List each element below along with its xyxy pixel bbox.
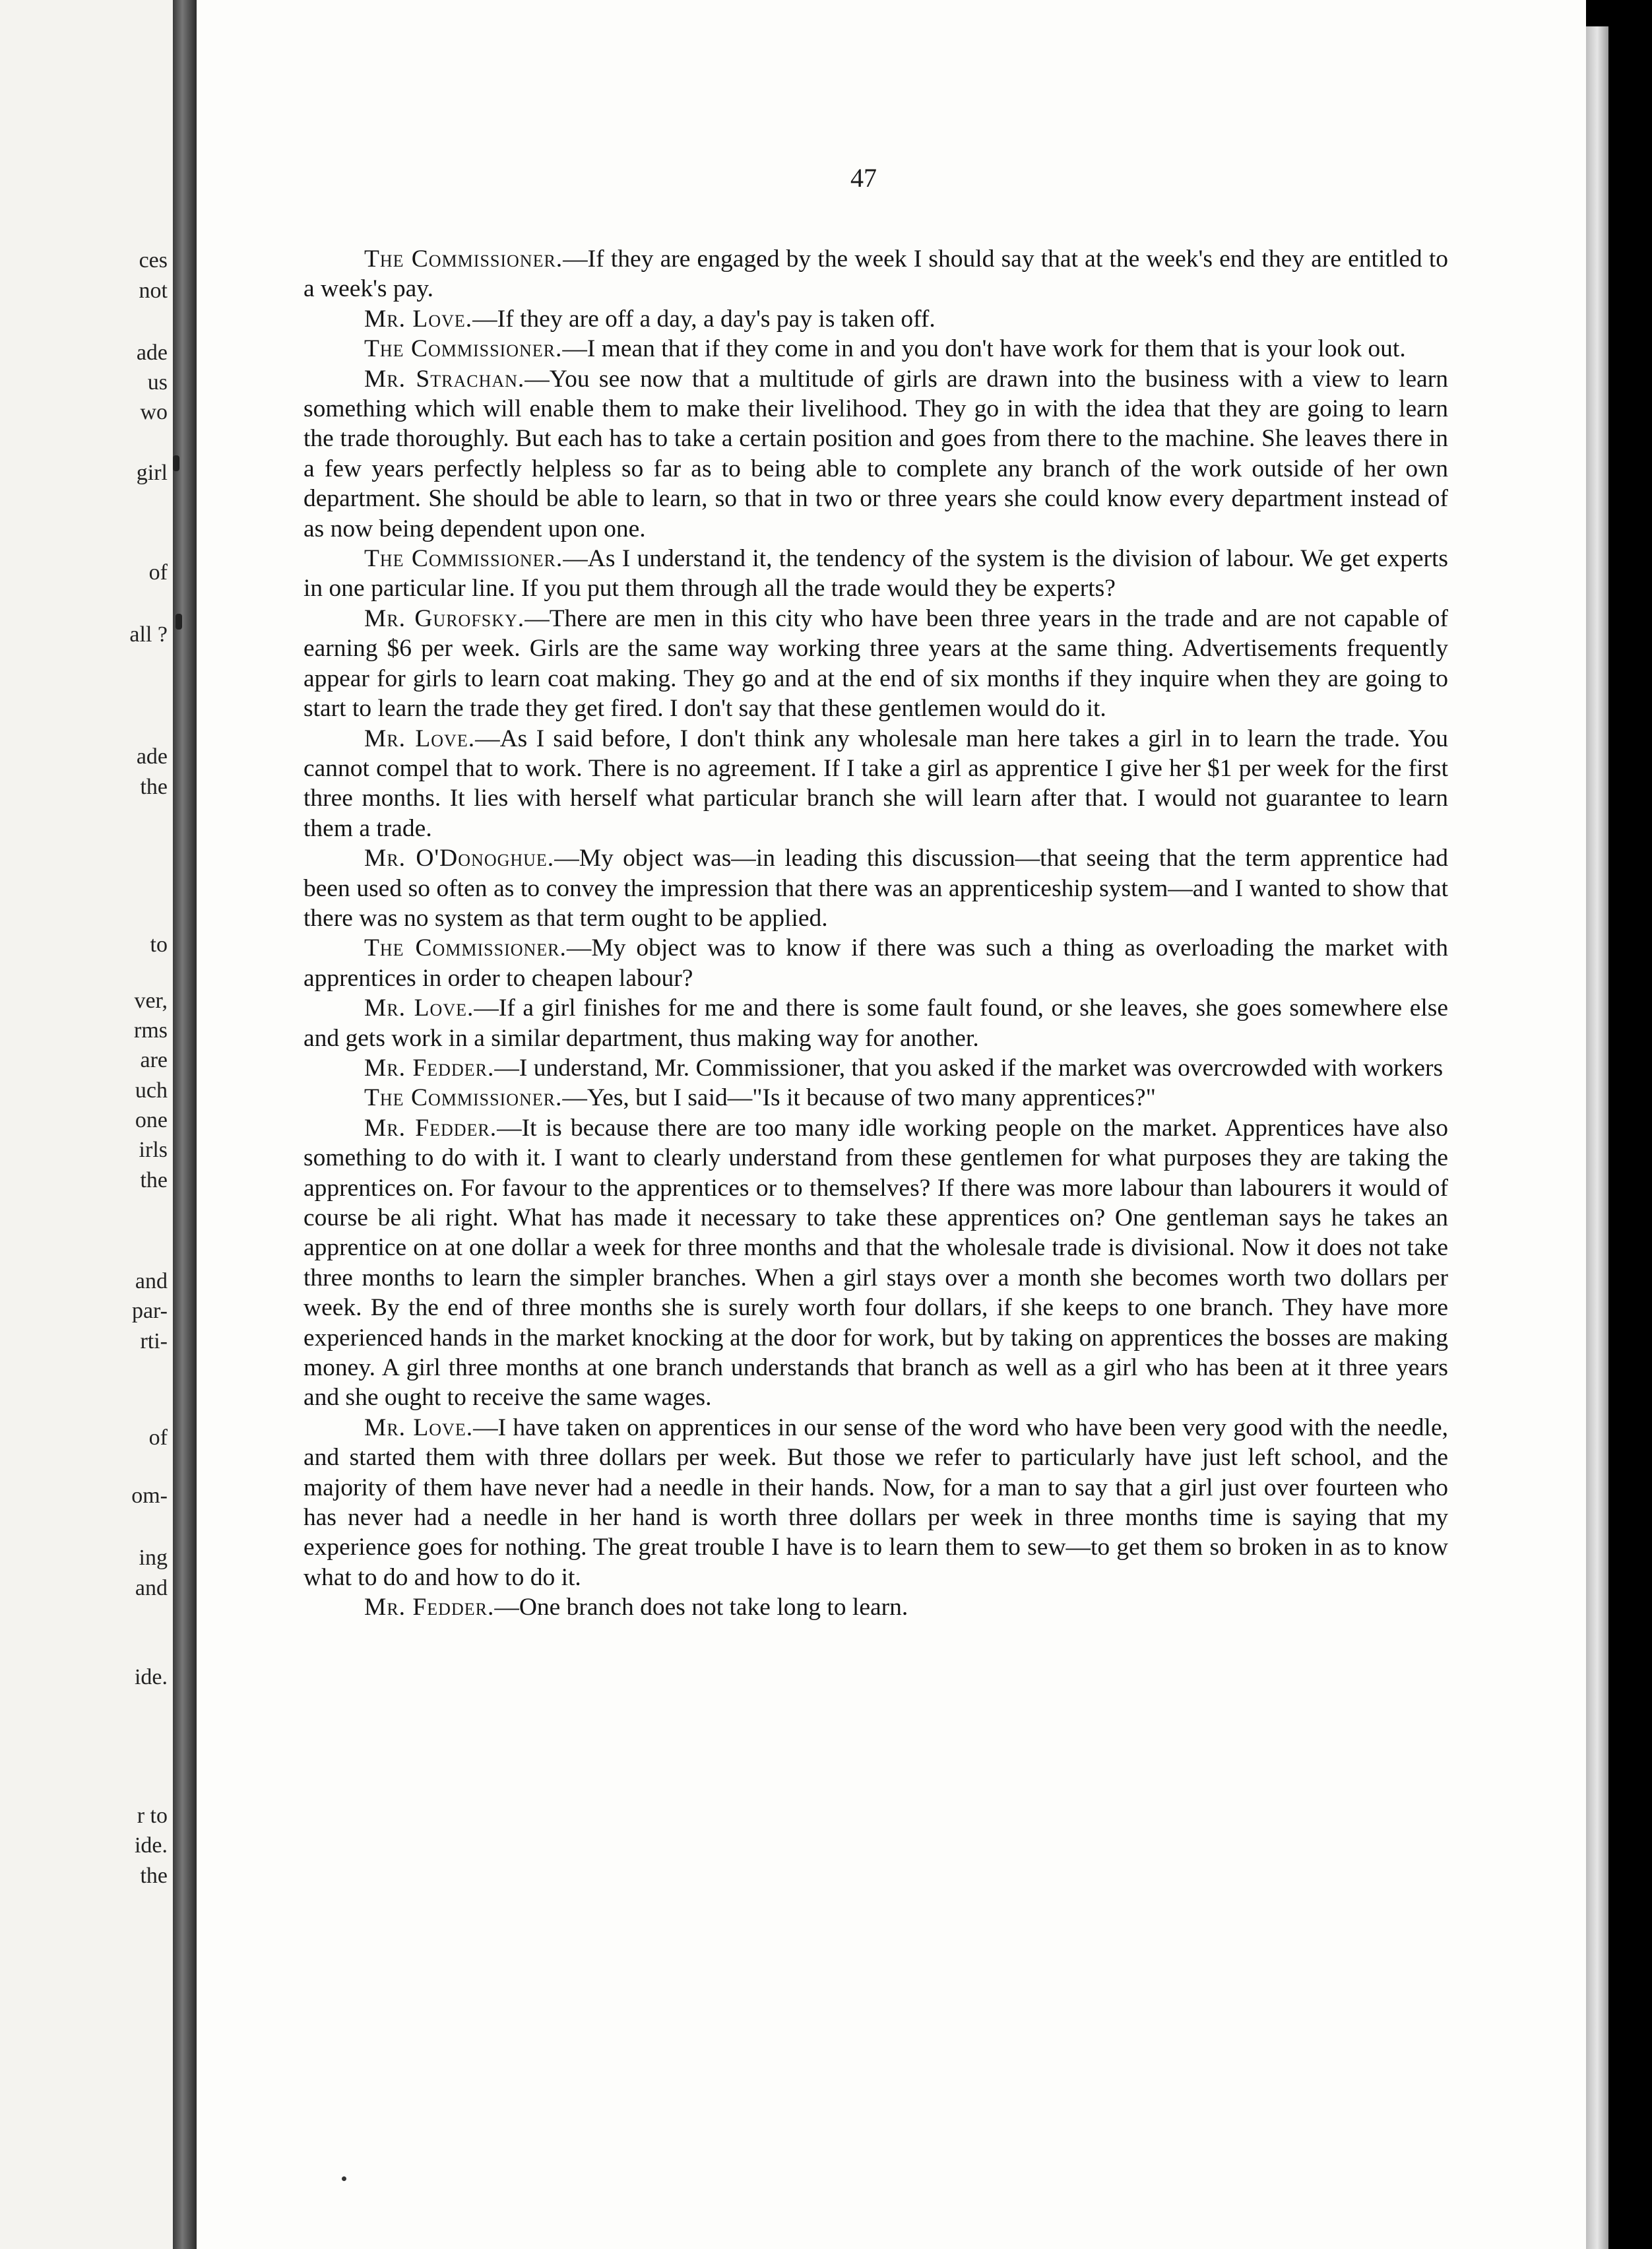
page-stack-edge: [1586, 26, 1608, 2249]
facing-page-fragment: all ?: [129, 622, 168, 647]
speaker-name: Mr. Gurofsky.: [364, 604, 525, 632]
body-text: [303, 244, 1448, 1623]
speech-text: —Yes, but I said—"Is it because of two many apprentices?": [562, 1084, 1156, 1112]
facing-page-fragment: ces: [139, 248, 168, 273]
binding-mark: [173, 455, 179, 471]
speech-text: —If they are off a day, a day's pay is taken off.: [472, 305, 936, 333]
speaker-name: Mr. Fedder.: [364, 1594, 495, 1621]
dialogue-paragraph: [303, 1592, 1448, 1622]
speech-text: —I mean that if they come in and you don't have work for them that is your look out.: [562, 335, 1406, 363]
speech-text: —If they are engaged by the week I should say that at the week's end they are entitled to a week's pay.: [303, 245, 1448, 303]
facing-page-fragment: the: [140, 1168, 168, 1192]
facing-page-fragment: ade: [136, 341, 168, 365]
dialogue-paragraph: [303, 1083, 1448, 1113]
dialogue-paragraph: [303, 993, 1448, 1053]
speech-text: —There are men in this city who have been three years in the trade and are not capable of earning $6 per week. Girls are the same way working three years at the same thing. Advertisements frequently appear for girls to learn coat making. They go and at the end of six months if they inquire when they are going to start to learn the trade they get fired. I don't say that these gentlemen would do it.: [303, 604, 1449, 723]
facing-page-fragment: of: [148, 1425, 168, 1450]
speaker-name: Mr. Fedder.: [364, 1114, 497, 1142]
facing-page-fragment: one: [135, 1108, 168, 1132]
speaker-name: Mr. Fedder.: [364, 1054, 495, 1082]
dialogue-paragraph: [303, 334, 1448, 364]
speaker-name: The Commissioner.: [364, 245, 563, 273]
facing-page-fragment: r to: [137, 1804, 168, 1828]
binding-mark: [175, 614, 182, 630]
facing-page-fragment: wo: [140, 400, 168, 424]
facing-page-fragment: the: [140, 775, 168, 799]
facing-page-fragment: to: [150, 932, 168, 957]
speech-text: —My object was—in leading this discussion—that seeing that the term apprentice had been used so often as to convey the impression that there was an apprenticeship system—and I wanted to show that there was no system as that term ought to be applied.: [303, 845, 1448, 932]
facing-page-fragment: irls: [139, 1138, 168, 1162]
speech-text: —As I understand it, the tendency of the system is the division of labour. We get experts in one particular line. If you put them through all the trade would they be experts?: [303, 545, 1448, 603]
speaker-name: The Commissioner.: [364, 1084, 563, 1112]
speech-text: —If a girl finishes for me and there is some fault found, or she leaves, she goes somewhere else and gets work in a similar department, thus making way for another.: [303, 994, 1448, 1052]
facing-page-fragment: ade: [136, 744, 168, 769]
facing-page-fragment: uch: [135, 1078, 168, 1103]
facing-page-fragment: us: [147, 370, 168, 395]
dialogue-paragraph: [303, 1113, 1448, 1413]
facing-page-fragment: are: [140, 1048, 168, 1072]
facing-page-text-fragments: [0, 0, 173, 2249]
speech-text: —One branch does not take long to learn.: [494, 1594, 908, 1621]
dialogue-paragraph: [303, 933, 1448, 993]
dialogue-paragraph: [303, 604, 1448, 724]
speaker-name: Mr. Love.: [364, 725, 476, 752]
facing-page-fragment: of: [148, 560, 168, 585]
speaker-name: The Commissioner.: [364, 335, 563, 363]
speaker-name: The Commissioner.: [364, 545, 563, 573]
facing-page-fragment: om-: [131, 1483, 168, 1508]
dialogue-paragraph: [303, 544, 1448, 604]
speech-text: —I understand, Mr. Commissioner, that you asked if the market was overcrowded with workers: [494, 1054, 1444, 1082]
dialogue-paragraph: [303, 364, 1448, 544]
speaker-name: Mr. Love.: [364, 305, 473, 333]
ink-speck: [342, 2176, 346, 2181]
book-binding: [173, 0, 197, 2249]
dialogue-paragraph: [303, 1053, 1448, 1083]
facing-page-fragment: girl: [136, 461, 168, 485]
speech-text: —You see now that a multitude of girls are drawn into the business with a view to learn something which will enable them to make their livelihood. They go in with the idea that they are going to learn the trade thoroughly. But each has to take a certain position and goes from there to the machine. She leaves there in a few years perfectly helpless so far as to being able to complete any branch of the work outside of her own department. She should be able to learn, so that in two or three years she could know every department instead of as now being dependent upon one.: [303, 365, 1448, 542]
speaker-name: Mr. O'Donoghue.: [364, 845, 555, 872]
facing-page-fragment: not: [139, 278, 168, 303]
dialogue-paragraph: [303, 724, 1448, 844]
facing-page-fragment: rti-: [140, 1329, 168, 1353]
facing-page-fragment: rms: [134, 1018, 168, 1043]
facing-page-edge: [0, 0, 173, 2249]
speech-text: —I have taken on apprentices in our sense of the word who have been very good with the needle, and started them with three dollars per week. But those we refer to particularly have just left school, and the majority of them have never had a needle in their hands. Now, for a man to say that a girl just over fourteen who has never had a needle in her hand is worth three dollars per week in three months time is saying that my experience goes for nothing. The great trouble I have is to learn them to sew—to get them so broken in as to know what to do and how to do it.: [303, 1414, 1448, 1591]
page-number: 47: [850, 163, 877, 193]
dialogue-paragraph: [303, 244, 1448, 304]
dialogue-paragraph: [303, 1413, 1448, 1592]
facing-page-fragment: ide.: [134, 1833, 168, 1858]
facing-page-fragment: par-: [131, 1299, 168, 1323]
dialogue-paragraph: [303, 304, 1448, 334]
dialogue-paragraph: [303, 843, 1448, 933]
facing-page-fragment: the: [140, 1864, 168, 1888]
facing-page-fragment: and: [135, 1269, 168, 1293]
facing-page-fragment: ver,: [134, 989, 168, 1013]
speech-text: —My object was to know if there was such a thing as overloading the market with apprentices in order to cheapen labour?: [303, 934, 1448, 992]
speech-text: —As I said before, I don't think any wholesale man here takes a girl in to learn the trade. You cannot compel that to work. There is no agreement. If I take a girl as apprentice I give her $1 per week for the first three months. It lies with herself what particular branch she will learn after that. I would not guarantee to learn them a trade.: [303, 725, 1448, 842]
speaker-name: Mr. Love.: [364, 994, 474, 1022]
speaker-name: Mr. Love.: [364, 1414, 474, 1441]
speaker-name: Mr. Strachan.: [364, 365, 525, 393]
facing-page-fragment: ide.: [134, 1665, 168, 1689]
facing-page-fragment: ing: [139, 1546, 168, 1570]
speaker-name: The Commissioner.: [364, 934, 567, 962]
speech-text: —It is because there are too many idle working people on the market. Apprentices have also something to do with it. I want to clearly understand from these gentlemen for what purposes they are taking the apprentices on. For favour to the apprentices or to themselves? If there was more labour than labourers it would of course be ali right. What has made it necessary to take these apprentices on? One gentleman says he takes an apprentice on at one dollar a week for three months and that the wholesale trade is divisional. Now it does not take three months to learn the simpler branches. When a girl stays over a month she becomes worth two dollars per week. By the end of three months she is surely worth four dollars, if she keeps to one branch. They have more experienced hands in the market knocking at the door for work, but by taking on apprentices the bosses are making money. A girl three months at one branch understands that branch as well as a girl who has been at it three years and she ought to receive the same wages.: [303, 1114, 1448, 1412]
facing-page-fragment: and: [135, 1576, 168, 1600]
